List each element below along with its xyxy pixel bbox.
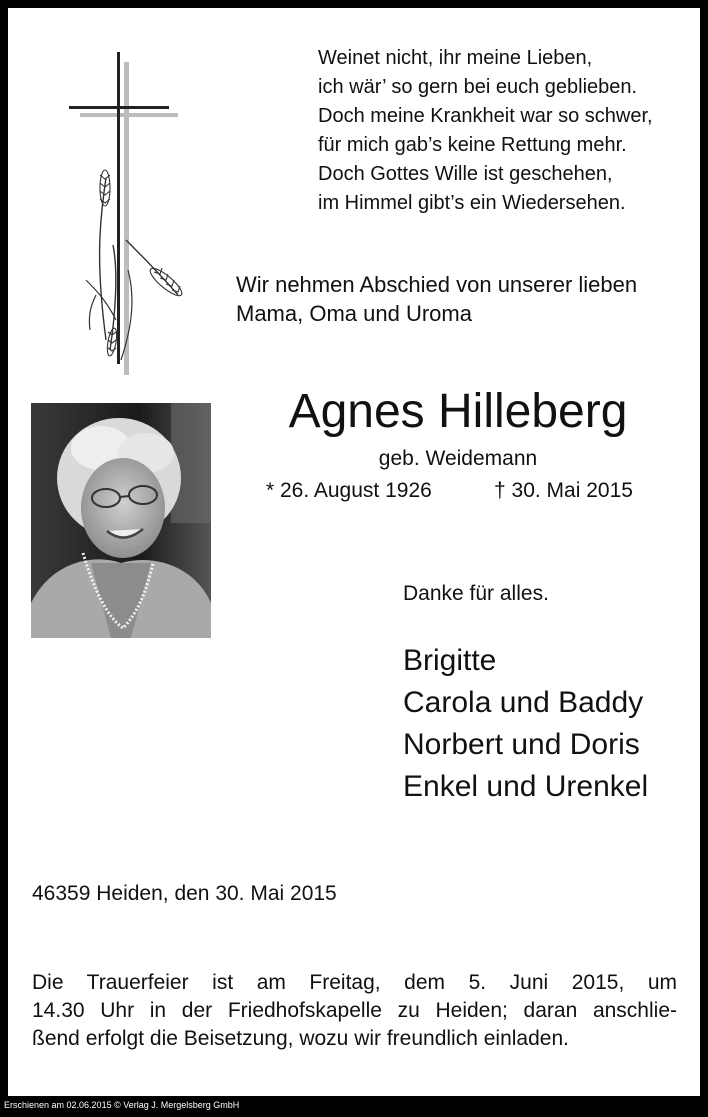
birth-date: * 26. August 1926: [266, 479, 432, 502]
family-member: Carola und Baddy: [403, 686, 644, 719]
family-member: Enkel und Urenkel: [403, 770, 649, 803]
service-notice: [32, 969, 677, 1053]
deceased-name: Agnes Hilleberg: [288, 385, 628, 438]
cross-with-wheat-icon: [66, 50, 186, 375]
thanks-text: Danke für alles.: [403, 582, 549, 605]
service-line: 14.30 Uhr in der Friedhofskapelle zu Heiden; daran anschlie-: [32, 999, 677, 1022]
family-member: Norbert und Doris: [403, 728, 640, 761]
family-list: [403, 640, 648, 808]
poem: Weinet nicht, ihr meine Lieben, ich wär’ so gern bei euch geblieben. Doch meine Krankheit war so schwer, für mich gab’s keine Rettung mehr. Doch Gottes Wille ist geschehen, im Himmel gibt’s ein Wiedersehen.: [318, 47, 653, 214]
service-line: ßend erfolgt die Beisetzung, wozu wir freundlich einladen.: [32, 1027, 569, 1050]
death-date: † 30. Mai 2015: [494, 479, 633, 502]
family-member: Brigitte: [403, 644, 497, 677]
service-line: Die Trauerfeier ist am Freitag, dem 5. Juni 2015, um: [32, 971, 677, 994]
farewell-intro: Wir nehmen Abschied von unserer lieben Mama, Oma und Uroma: [236, 272, 638, 326]
obituary-card: [8, 8, 700, 1096]
portrait-photo: [31, 403, 211, 638]
publication-footer: Erschienen am 02.06.2015 © Verlag J. Mergelsberg GmbH: [4, 1100, 240, 1110]
place-and-date: 46359 Heiden, den 30. Mai 2015: [32, 882, 337, 905]
maiden-name: geb. Weidemann: [378, 447, 538, 470]
